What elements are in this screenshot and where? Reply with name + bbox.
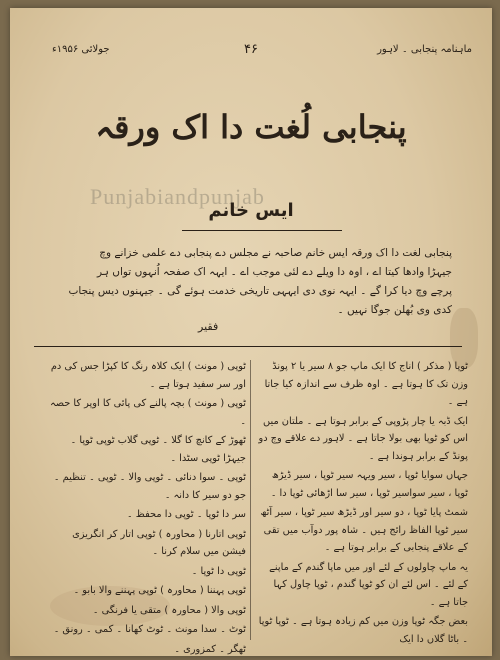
header-month: جولائی — [81, 44, 110, 55]
intro-line: کدی وی بُھلن جوگا نہیں ۔ — [337, 304, 452, 316]
intro-line: پرچے وچ دیا کرا گے ۔ ایہہ نوی دی ایہہی تاریخی خدمت ہوئے گی ۔ جیہنوں دیس پنجاب — [68, 285, 452, 297]
article-title: پنجابی لُغت دا اک ورقہ — [95, 108, 407, 146]
column-separator — [250, 360, 251, 640]
page-number: ۴۶ — [244, 42, 258, 57]
title-rule — [182, 230, 342, 231]
entry-paragraph: سر دا ٹوپا ۔ ٹوپی دا محفظ ۔ — [126, 509, 246, 520]
intro-paragraph — [50, 244, 452, 320]
entry-paragraph: ٹوپا ( مذکر ) اناج کا ایک ماپ جو ۸ سیر یا ۲ پونڈ وزن تک کا ہوتا ہے ۔ اوہ ظرف سے اندازہ کیا جاتا ہے ۔ — [264, 361, 468, 407]
right-column — [256, 358, 468, 650]
entry-paragraph: بعض جگہ ٹوپا وزن میں کم زیادہ ہوتا ہے ۔ ٹوپا ٹوپا ۔ باٹا گلاں دا ایک — [258, 616, 468, 645]
entry-paragraph: ٹوپی دا ٹوپا ۔ — [191, 565, 246, 577]
left-column — [46, 358, 246, 660]
entry-paragraph: شمٹ پایا ٹوپا ، دو سیر اور ڈیڑھ سیر ٹوپا ، سیر آٹھ سیر ٹوپا الفاظ رائج ہیں ۔ شاہ پور دوآب میں تقی کے علاقے پنجابی کے برابر ہوتا ہے ۔ — [260, 507, 468, 553]
entry-paragraph: یہ ماپ چاولوں کے لئے اور میں ماپا گندم کے ماپنے کے لئے ۔ اس لئے ان کو ٹوپا گندم ، ٹوپا چاول کہا جاتا ہے ۔ — [269, 561, 468, 608]
entry-paragraph: ٹوپی ۔ سوا دنائی ۔ ٹوپی والا ۔ ٹوپی ۔ تنظیم ۔ جو دو سیر کا دانہ ۔ — [53, 472, 246, 501]
entry-paragraph: ٹوپی اتارنا ( محاورہ ) ٹوپی اتار کر انگریزی فیشن میں سلام کرنا ۔ — [72, 528, 246, 557]
intro-line: جیہڑا وادھا کیتا اے ، اوہ دا ویلے دے لئی موجب اے ۔ ایہہ اک صفحہ اُنہوں تواں ہر — [96, 266, 452, 278]
header-year: ۱۹۵۶ء — [52, 44, 79, 55]
entry-paragraph: ٹوٹ ۔ سدا مونث ۔ ٹوٹ کھانا ۔ کمی ۔ رونق ۔ — [53, 624, 246, 635]
entry-paragraph: ٹوپی والا ( محاورہ ) متقی یا فرنگی ۔ — [92, 604, 246, 616]
editor-signature: فقیر — [198, 320, 219, 333]
entry-paragraph: ٹھگر ۔ کمزوری ۔ — [174, 643, 246, 655]
intro-line: پنجابی لغت دا اک ورقہ ایس خانم صاحبہ نے مجلس دے پنجابی دے علمی خزانے وچ — [99, 247, 452, 259]
document-page — [10, 8, 492, 656]
entry-paragraph: جہاں سوایا ٹوپا ، سیر ویہہ سیر ٹوپا ، سیر ڈیڑھ ٹوپا ، سیر سواسیر ٹوپا ، سیر سا اڑھائی ٹوپا دا ۔ — [270, 470, 468, 499]
entry-paragraph: ٹوپی ( مونث ) ایک کلاہ رنگ کا کپڑا جس کی دم اور سر سفید ہوتا ہے ۔ — [50, 361, 246, 390]
author-name: ایس خانم — [208, 200, 294, 221]
page-header — [30, 44, 472, 64]
entry-paragraph: ٹوپی پہننا ( محاورہ ) ٹوپی پہننے والا بابو ۔ — [73, 585, 246, 596]
entry-paragraph: ایک ڈبہ یا چار پڑوپی کے برابر ہوتا ہے ۔ ملتان میں اس کو ٹوپا بھی بولا جاتا ہے ۔ لاہور دے علاقے وچ دو پونڈ کے برابر ہوندا ہے ۔ — [258, 415, 468, 462]
section-divider — [34, 346, 462, 347]
watermark: Punjabiandpunjab — [90, 184, 265, 209]
magazine-name: ماہنامہ پنجابی ۔ لاہور — [377, 44, 472, 55]
entry-paragraph: ٹوپی ( مونث ) بچہ پالنے کی پائی کا اوپر کا حصہ ۔ — [49, 398, 246, 427]
entry-paragraph: ٹھوڑ کے کانچ کا گلا ۔ ٹوپی گلاب ٹوپی ٹوپا ۔ جیہڑا ٹوپی سٹدا ۔ — [70, 435, 246, 464]
